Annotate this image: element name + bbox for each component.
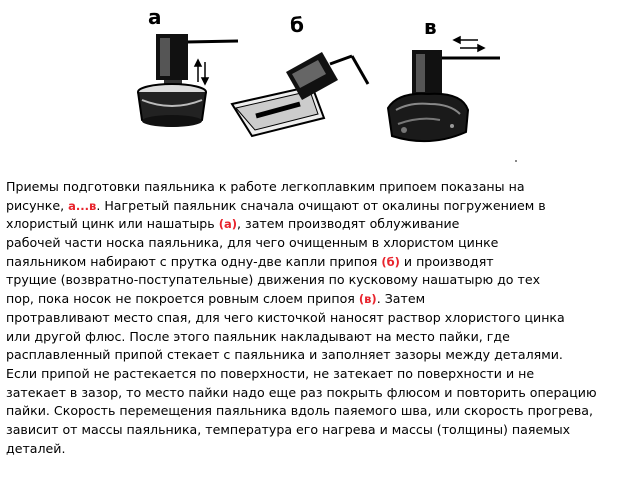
text-line xyxy=(6,197,636,216)
text-line-11: Если припой не растекается по поверхности, не затекает по поверхности и не xyxy=(6,365,535,381)
text-line-3-end: , затем производят облуживание xyxy=(237,216,460,232)
text-line-9: или другой флюс. После этого паяльник накладывают на место пайки, где xyxy=(6,328,510,344)
horizontal-motion-arrows xyxy=(454,37,484,51)
text-line xyxy=(6,234,636,253)
figure-label-b: б xyxy=(290,13,304,37)
text-line-10: расплавленный припой стекает с паяльника и заполняет зазоры между деталями. xyxy=(6,347,563,363)
text-line-7-end: . Затем xyxy=(376,291,426,307)
text-line xyxy=(6,440,636,459)
text-line-3-start: хлористый цинк или нашатырь xyxy=(6,216,215,232)
figure-b xyxy=(232,13,368,136)
figure-label-a: а xyxy=(148,5,162,29)
text-line xyxy=(6,328,636,347)
text-line-15: деталей. xyxy=(6,440,66,456)
figure-a xyxy=(138,5,238,127)
figure-v xyxy=(388,15,500,141)
text-line xyxy=(6,402,636,421)
text-line xyxy=(6,271,636,290)
vertical-motion-arrows xyxy=(195,60,208,84)
text-line xyxy=(6,421,636,440)
text-line-5-start: паяльником набирают с прутка одну-две капли припоя xyxy=(6,253,378,269)
text-line-1: Приемы подготовки паяльника к работе легкоплавким припоем показаны на xyxy=(6,179,525,194)
figure-ref-b: (б) xyxy=(381,254,400,269)
figure-ref-range: а...в xyxy=(68,198,97,213)
text-line-4: рабочей части носка паяльника, для чего очищенным в хлористом цинке xyxy=(6,235,499,251)
text-line xyxy=(6,215,636,234)
description-text xyxy=(6,178,636,458)
text-line xyxy=(6,290,636,309)
text-line-7-start: пор, пока носок не покроется ровным слоем припоя xyxy=(6,291,355,307)
text-line xyxy=(6,309,636,328)
figure-label-v: в xyxy=(424,15,437,39)
text-line xyxy=(6,178,636,197)
text-line-13: пайки. Скорость перемещения паяльника вдоль паяемого шва, или скорость прогрева, xyxy=(6,403,594,419)
ammonia-block xyxy=(388,94,468,141)
text-line-5-end: и производят xyxy=(403,253,494,269)
text-line xyxy=(6,253,636,272)
soldering-illustration xyxy=(0,0,640,175)
text-line xyxy=(6,384,636,403)
text-line-2-end: . Нагретый паяльник сначала очищают от окалины погружением в xyxy=(96,197,546,213)
figure-ref-a: (а) xyxy=(218,217,237,232)
figure-ref-v: (в) xyxy=(358,292,377,307)
text-line-12: затекает в зазор, то место пайки надо еще раз покрыть флюсом и повторить операцию xyxy=(6,384,597,400)
text-line-2-start: рисунке, xyxy=(6,197,65,213)
text-line xyxy=(6,365,636,384)
text-line xyxy=(6,346,636,365)
text-line-14: зависит от массы паяльника, температура его нагрева и массы (толщины) паяемых xyxy=(6,421,571,437)
text-line-6: трущие (возвратно-поступательные) движения по кусковому нашатырю до тех xyxy=(6,272,541,288)
text-line-8: протравливают место спая, для чего кисточкой наносят раствор хлористого цинка xyxy=(6,309,565,325)
